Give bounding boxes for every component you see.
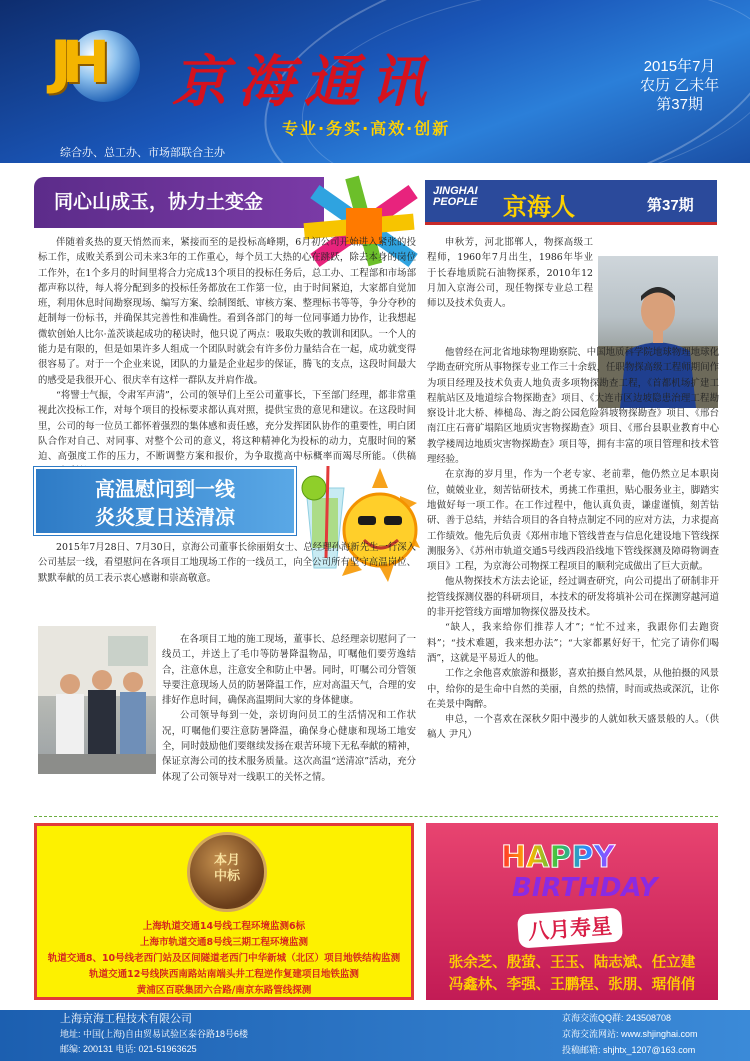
qq-group: 京海交流QQ群: 243508708 [562, 1013, 672, 1023]
submission-email[interactable]: 投稿邮箱: shjhtx_1207@163.com [562, 1045, 696, 1055]
profile-header [425, 180, 717, 225]
profile-title: 京海人 [503, 193, 575, 221]
paragraph: “缺人，我来给你们推荐人才”；“忙不过来，我跟你们去跑资料”；“技术难题，我来想办法”；“大家都累好好干，忙完了请你们喝酒”，这就是平易近人的他。 [427, 622, 719, 664]
paragraph: 在各项目工地的施工现场，董事长、总经理亲切慰问了一线员工，并送上了毛巾等防暑降温物品，叮嘱他们要劳逸结合，注意休息，注意安全和防止中暑。同时，叮嘱公司分管领导要注意现场人员的防暑降温工作，应对高温天气，合理的安排好作息时间，确保高温期间大家的身体健康。 [162, 634, 416, 707]
website[interactable]: 京海交流网站: www.shjinghai.com [562, 1029, 698, 1039]
article2-body-top [38, 540, 416, 630]
article2-heading: 高温慰问到一线 炎炎夏日送清凉 [34, 467, 296, 535]
visit-photo [38, 626, 156, 774]
footer [0, 1010, 750, 1061]
masthead [0, 0, 750, 163]
happy-text: HAPPY [501, 840, 616, 875]
paragraph: 申总，一个喜欢在深秋夕阳中漫步的人就如秋天盛景般的人。（供稿人 尹凡） [427, 714, 719, 741]
paragraph: 申秋芳，河北邯郸人，物探高级工程师，1960年7月出生，1986年毕业于长春地质院石油物探系，2010年12月加入京海公司，现任物探专业总工程师以及技术负责人。 [427, 237, 593, 310]
bid-item: 轨道交通12号线陕西南路站南端头井工程逆作复建项目地铁监测 [89, 969, 359, 980]
host-line: 综合办、总工办、市场部联合主办 [60, 147, 225, 159]
birthday-title: 八月寿星 [517, 907, 623, 948]
birthday-names: 张余芝、殷萤、王玉、陆志斌、任立建 [448, 955, 696, 971]
paragraph: 公司领导每到一处，亲切询问员工的生活情况和工作状况，叮嘱他们要注意防暑降温，确保身心健康和现场工地安全，同时鼓励他们要继续发扬在艰苦环境下无私奉献的精神，保证京海公司的技术服务质量。这次高温“送清凉”活动，充分体现了公司领导对一线职工的关怀之情。 [162, 710, 416, 783]
birthday-names: 冯鑫林、李强、王鹏程、张朋、琚俏俏 [448, 977, 696, 993]
paragraph: 在京海的岁月里，作为一个老专家、老前辈，他仍然立足本职岗位，兢兢业业，刻苦钻研技术，勇挑工作重担，贴心服务业主，脚踏实地做好每一项工作。在工作过程中，他认真负责，谦虚谨慎，刻苦钻研、善于总结，并结合项目的各自特点制定不同的应对方法，力求提高工作绩效。他先后负责《郑州市地下管线普查与信息化建设地下管线探测服务》、《苏州市轨道交通5号线西段沿线地下管线探测及障碍物调查项目》工程，为京海公司物探工程项目的顺利完成做出了巨大贡献。 [427, 469, 719, 573]
jinghai-people-logo: JINGHAI PEOPLE [433, 185, 478, 208]
medal-icon: 本月 中标 [187, 832, 267, 912]
bid-item: 上海市轨道交通8号线三期工程环境监测 [139, 937, 309, 948]
article1-body [38, 235, 416, 463]
company-contact: 邮编: 200131 电话: 021-51963625 [60, 1044, 197, 1054]
paragraph: 他曾经在河北省地球物理勘察院、中国地质科学院地球物理地球化学勘查研究所从事物探专业工作三十余载，任职物探高级工程师期间作为项目经理及技术负责人地负责多项物探勘查工程，《首都机场扩建工程航站区及地道综合物探勘查》项目、《大连市区边坡隐患治理工程勘察设计北大桥、棒槌岛、海之韵公园危险斜坡物探勘查》项目、《邢台南江庄石膏矿塌陷区地质灾害物探勘查》项目、《邢台县职业教育中心教学楼周边地质灾害物探勘查》项目等，拥有丰富的项目管理和技术管理经验。 [427, 347, 719, 466]
paragraph: 2015年7月28日、7月30日，京海公司董事长徐丽娟女士、总经理孙海新先生一行深入公司基层一线，看望慰问在各项目工地现场工作的一线员工，向全公司所有坚守高温岗位、默默奉献的员工表示衷心感谢和崇高敬意。 [38, 542, 416, 584]
issue-date: 2015年7月 [643, 58, 716, 75]
lunar-year: 农历 乙未年 [640, 77, 720, 94]
paragraph: 伴随着炙热的夏天悄然而来，紧接而至的是投标高峰期，6月初公司开始进入紧张的投标工作，成败关系到公司未来3年的工作重心，每个员工大热的心在跳跃，除去本身的岗位工作外，在1个多月的时间里将合力完成13个项目的投标任务后，总工办、工程部和市场部都声称以待，每人将分配到多的投标任务都放在工作第一位，由于时间紧迫，大家都自觉加班，利用休息时间勘察现场、编写方案、绘制图纸、审核方案、整理标书等等，争分夺秒的赶制每一份标书，并确保其完善性和准确性。看到各部门的每一位同事通力协作，让我想起微软创始人比尔·盖茨谈起成功的秘诀时，他只说了两点：吸取失败的教训和团队。一个人的能力是有限的，但是如果许多人组成一个团队时就会有许多份力量结合在一起，成功就变得很容易了。对于一个企业来说，团队的力量是企业起步的保证，腾飞的支点，这段时间最大的感受是我很开心、很庆幸有这样一群队友并肩作战。 [38, 237, 416, 386]
decorative-vine-divider [34, 799, 718, 817]
newsletter-title: 京海通讯 [172, 49, 436, 115]
bid-wins-panel [34, 823, 414, 1000]
issue-number: 第37期 [656, 96, 703, 113]
paragraph: 工作之余他喜欢旅游和摄影，喜欢拍摄自然风景，从他拍摄的风景中，给你的是生命中自然的美丽，自然的热情，时而或热或深沉，让你在美景中陶醉。 [427, 668, 719, 710]
slogan: 专业·务实·高效·创新 [282, 119, 451, 138]
company-name: 上海京海工程技术有限公司 [60, 1013, 192, 1025]
company-logo: JH [50, 28, 101, 96]
article2-body-bottom [162, 632, 416, 797]
article1-heading: 同心山成玉，协力土变金 [34, 177, 324, 228]
bid-item: 黄浦区百联集团六合路/南京东路管线探测 [136, 985, 312, 996]
paragraph: 他从物探技术方法去论证，经过调查研究，向公司提出了研制非开挖管线探测仪器的科研项目，本技术的研发将填补公司在探测穿越河道的非开挖管线方面增加物探仪器及技术。 [427, 576, 719, 619]
profile-intro [427, 235, 593, 345]
paragraph: “将譬士气振，令肃军声清”，公司的领导们上至公司董事长，下至部门经理，都非常重视此次投标工作，对每个项目的投标要求都认真对照，提供宝贵的意见和建议。在这段时间里，公司的每一位员工都怀着强烈的集体感和责任感，充分发挥团队协作的重要性，明白团队合作对自己、对同事、对整个公司的意义，将这种精神化为投标的动力，克服时间的紧迫、高强度工作的压力，不断调整方案和报价，为争取揽高中标概率而竭尽所能。（供稿 [38, 389, 416, 463]
issue-info [640, 57, 719, 114]
bid-item: 轨道交通8、10号线老西门站及区间隧道老西门中华新城（北区）项目地铁结构监测 [47, 953, 401, 964]
birthday-text: BIRTHDAY [512, 873, 658, 903]
profile-issue: 第37期 [647, 197, 694, 214]
profile-body [427, 345, 719, 795]
bid-item: 上海轨道交通14号线工程环境监测6标 [142, 921, 306, 932]
birthday-panel [426, 823, 718, 1000]
company-address: 地址: 中国(上海)自由贸易试验区泰谷路18号6楼 [60, 1029, 249, 1039]
